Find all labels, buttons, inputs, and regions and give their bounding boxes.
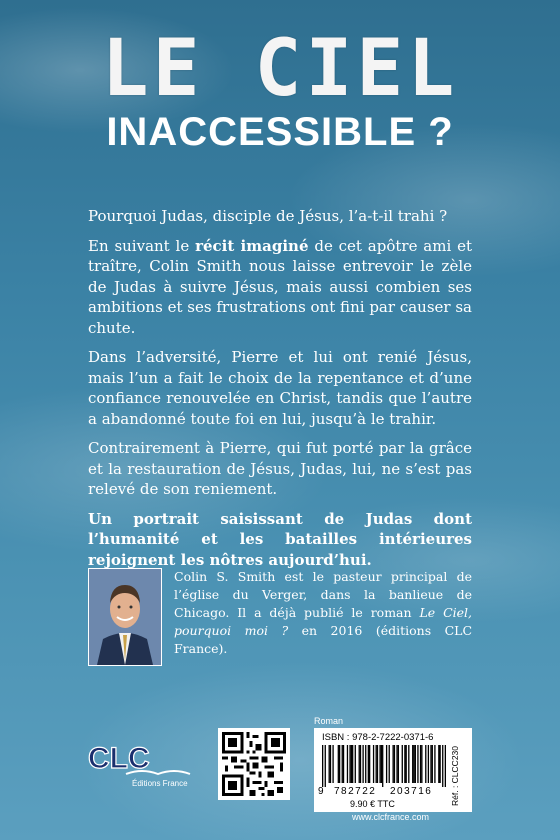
bio-text-end: en 2016 (éditions CLC France). — [174, 623, 473, 656]
barcode-bar — [420, 745, 421, 783]
barcode-bar — [425, 745, 426, 783]
barcode-bar — [381, 745, 382, 783]
barcode-bar — [379, 745, 380, 783]
qr-code — [218, 728, 290, 800]
barcode-bar — [377, 745, 378, 783]
barcode-bar — [368, 745, 369, 783]
barcode-icon — [322, 745, 446, 787]
barcode-bar — [365, 745, 366, 783]
author-photo — [88, 568, 162, 666]
barcode-bar — [373, 745, 374, 783]
barcode-bar — [342, 745, 343, 783]
barcode-bar — [362, 745, 363, 783]
barcode-bar — [417, 745, 418, 783]
barcode-bar — [329, 745, 330, 783]
barcode-digit-first: 9 — [318, 786, 324, 797]
barcode-bar — [339, 745, 340, 783]
barcode-bar — [406, 745, 407, 783]
clc-logo-icon — [86, 738, 198, 790]
barcode-bar — [404, 745, 405, 783]
barcode-bar — [382, 745, 383, 787]
story-text-bold: récit imaginé — [195, 236, 309, 255]
barcode-bar — [330, 745, 331, 783]
barcode-bar — [439, 745, 440, 783]
paragraph-story — [88, 236, 472, 339]
barcode-bar — [402, 745, 403, 783]
author-bio — [174, 568, 472, 658]
bio-text-start: Colin S. Smith est le pasteur principal de l’église du Verger, dans la banlieue de Chicago. Il a déjà publié le roman — [174, 569, 472, 620]
barcode-bar — [322, 745, 323, 787]
barcode-bar — [389, 745, 390, 783]
barcode-bar — [396, 745, 397, 783]
barcode-bar — [432, 745, 433, 783]
price-label: 9.90 € TTC — [350, 799, 395, 809]
reference-label: Réf. : CLCC230 — [450, 746, 460, 806]
website-url: www.clcfrance.com — [352, 812, 430, 822]
barcode-bar — [386, 745, 387, 783]
barcode-bar — [398, 745, 399, 783]
barcode-bar — [332, 745, 333, 783]
paragraph-contrast: Contrairement à Pierre, qui fut porté par la grâce et la restauration de Jésus, Judas, lui, ne s’est pas relevé de son reniement. — [88, 439, 472, 498]
barcode-bar — [430, 745, 431, 783]
publisher-logo — [86, 738, 198, 790]
barcode-bar — [394, 745, 395, 783]
barcode-panel — [314, 728, 472, 812]
barcode-bar — [343, 745, 344, 783]
barcode-bar — [355, 745, 356, 783]
barcode-digits-right: 203716 — [390, 786, 433, 797]
barcode-bar — [408, 745, 409, 783]
tagline-bold: Un portrait saisissant de Judas dont l’humanité et les batailles intérieures rejoignent les nôtres aujourd’hui. — [88, 509, 472, 569]
paragraph-adversity: Dans l’adversité, Pierre et lui ont renié Jésus, mais l’un a fait le choix de la repentance et d’une confiance renouvelée en Christ, tandis que l’autre a abandonné toute foi en lui, jusqu’à le trahir. — [88, 348, 472, 428]
barcode-bar — [445, 745, 446, 787]
barcode-bar — [347, 745, 348, 783]
barcode-bar — [325, 745, 326, 787]
isbn-label: ISBN : 978-2-7222-0371-6 — [322, 732, 434, 743]
barcode-bar — [349, 745, 350, 783]
barcode-bar — [392, 745, 393, 783]
barcode-bar — [412, 745, 413, 783]
barcode-bar — [359, 745, 360, 783]
barcode-bar — [351, 745, 352, 783]
barcode-bar — [369, 745, 370, 783]
title-line-1: LE CIEL — [101, 24, 459, 114]
barcode-bar — [438, 745, 439, 783]
barcode-bar — [428, 745, 429, 783]
story-text-end: de cet apôtre ami et traître, Colin Smith nous laisse entrevoir le zèle de Judas à suivre Jésus, mais aussi combien ses ambitions et ses frustrations ont fini par causer sa chute. — [88, 236, 472, 337]
paragraph-question: Pourquoi Judas, disciple de Jésus, l’a-t-il trahi ? — [88, 207, 448, 225]
paragraph-tagline — [88, 509, 472, 571]
barcode-bar — [360, 745, 361, 783]
barcode-bar — [421, 745, 422, 783]
title-line-2: INACCESSIBLE ? — [106, 110, 454, 154]
barcode-bar — [413, 745, 414, 783]
qr-code-icon — [222, 732, 286, 796]
barcode-bar — [415, 745, 416, 783]
barcode-digits-left: 782722 — [334, 786, 377, 797]
svg-text:CLC: CLC — [88, 742, 150, 775]
barcode-bar — [376, 745, 377, 783]
back-cover-text — [88, 206, 472, 579]
barcode-bar — [338, 745, 339, 783]
svg-text:Éditions France: Éditions France — [132, 779, 188, 788]
barcode-bar — [442, 745, 443, 787]
barcode-bar — [352, 745, 353, 783]
barcode-bar — [434, 745, 435, 783]
genre-label: Roman — [314, 716, 344, 726]
bio-book-title: Le Ciel, pourquoi moi ? — [174, 605, 472, 638]
story-text-start: En suivant le — [88, 236, 196, 255]
author-portrait-icon — [89, 569, 161, 665]
